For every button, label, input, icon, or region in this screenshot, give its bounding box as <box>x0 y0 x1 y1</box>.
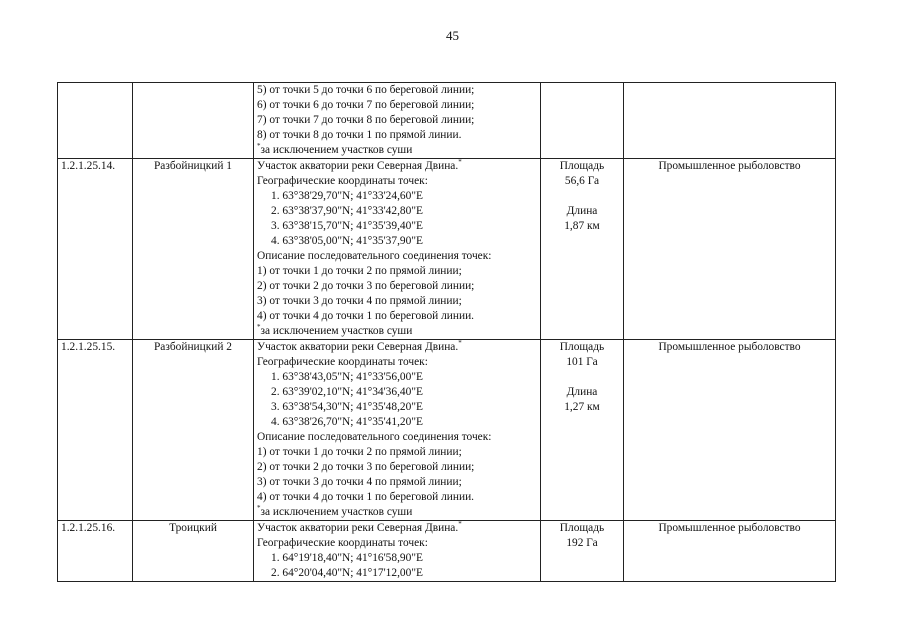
code-cell: 1.2.1.25.16. <box>58 521 133 582</box>
name-cell: Троицкий <box>133 521 254 582</box>
code-cell <box>58 83 133 159</box>
connection-line: 1) от точки 1 до точки 2 по прямой линии; <box>257 446 462 458</box>
area-label: Площадь <box>559 160 605 172</box>
use-cell: Промышленное рыболовство <box>624 159 836 340</box>
coordinate-point: 2. 63°38'37,90"N; 41°33'42,80"E <box>271 205 423 217</box>
code-cell: 1.2.1.25.15. <box>58 340 133 521</box>
use-cell: Промышленное рыболовство <box>624 521 836 582</box>
connection-line: 2) от точки 2 до точки 3 по береговой линии; <box>257 280 475 292</box>
intro-line: Участок акватории реки Северная Двина.* <box>257 520 462 534</box>
length-value: 1,27 км <box>564 401 600 413</box>
area-value: 192 Га <box>566 537 598 549</box>
area-value: 56,6 Га <box>564 175 600 187</box>
intro-line: Участок акватории реки Северная Двина.* <box>257 339 462 353</box>
coordinate-point: 3. 63°38'15,70"N; 41°35'39,40"E <box>271 220 423 232</box>
length-label: Длина <box>566 386 598 398</box>
coordinate-point: 4. 63°38'05,00"N; 41°35'37,90"E <box>271 235 423 247</box>
measurements-cell <box>541 159 624 340</box>
coordinates-header: Географические координаты точек: <box>257 175 428 187</box>
connection-line: 6) от точки 6 до точки 7 по береговой линии; <box>257 99 475 111</box>
connection-line: 4) от точки 4 до точки 1 по береговой линии. <box>257 310 475 322</box>
coordinate-point: 1. 64°19'18,40"N; 41°16'58,90"E <box>271 552 423 564</box>
description-cell <box>254 159 541 340</box>
use-cell <box>624 83 836 159</box>
intro-line: Участок акватории реки Северная Двина.* <box>257 158 462 172</box>
connection-line: 1) от точки 1 до точки 2 по прямой линии; <box>257 265 462 277</box>
length-label: Длина <box>566 205 598 217</box>
coordinate-point: 2. 63°39'02,10"N; 41°34'36,40"E <box>271 386 423 398</box>
connection-line: 7) от точки 7 до точки 8 по береговой линии; <box>257 114 475 126</box>
code-cell: 1.2.1.25.14. <box>58 159 133 340</box>
name-cell: Разбойницкий 1 <box>133 159 254 340</box>
coordinate-point: 1. 63°38'29,70"N; 41°33'24,60"E <box>271 190 423 202</box>
connection-line: 4) от точки 4 до точки 1 по береговой линии. <box>257 491 475 503</box>
measurements-cell <box>541 521 624 582</box>
footnote: *за исключением участков суши <box>257 142 413 156</box>
page-number: 45 <box>446 28 459 43</box>
measurements-cell <box>541 83 624 159</box>
coordinate-point: 1. 63°38'43,05"N; 41°33'56,00"E <box>271 371 423 383</box>
area-label: Площадь <box>559 522 605 534</box>
fishing-areas-table <box>57 82 836 582</box>
use-cell: Промышленное рыболовство <box>624 340 836 521</box>
coordinate-point: 3. 63°38'54,30"N; 41°35'48,20"E <box>271 401 423 413</box>
area-label: Площадь <box>559 341 605 353</box>
table-row <box>58 159 836 340</box>
connection-line: 2) от точки 2 до точки 3 по береговой линии; <box>257 461 475 473</box>
connection-line: 3) от точки 3 до точки 4 по прямой линии; <box>257 295 462 307</box>
coordinate-point: 4. 63°38'26,70"N; 41°35'41,20"E <box>271 416 423 428</box>
description-cell <box>254 340 541 521</box>
connection-line: 5) от точки 5 до точки 6 по береговой линии; <box>257 84 475 96</box>
name-cell <box>133 83 254 159</box>
description-cell <box>254 83 541 159</box>
table-row <box>58 340 836 521</box>
description-cell <box>254 521 541 582</box>
description-header: Описание последовательного соединения точек: <box>257 250 492 262</box>
coordinates-header: Географические координаты точек: <box>257 356 428 368</box>
measurements-cell <box>541 340 624 521</box>
footnote: *за исключением участков суши <box>257 323 413 337</box>
name-cell: Разбойницкий 2 <box>133 340 254 521</box>
table-row-continuation <box>58 83 836 159</box>
connection-line: 8) от точки 8 до точки 1 по прямой линии. <box>257 129 462 141</box>
table-row <box>58 521 836 582</box>
description-header: Описание последовательного соединения точек: <box>257 431 492 443</box>
connection-line: 3) от точки 3 до точки 4 по прямой линии; <box>257 476 462 488</box>
coordinates-header: Географические координаты точек: <box>257 537 428 549</box>
footnote: *за исключением участков суши <box>257 504 413 518</box>
length-value: 1,87 км <box>564 220 600 232</box>
area-value: 101 Га <box>566 356 598 368</box>
coordinate-point: 2. 64°20'04,40"N; 41°17'12,00"E <box>271 567 423 579</box>
